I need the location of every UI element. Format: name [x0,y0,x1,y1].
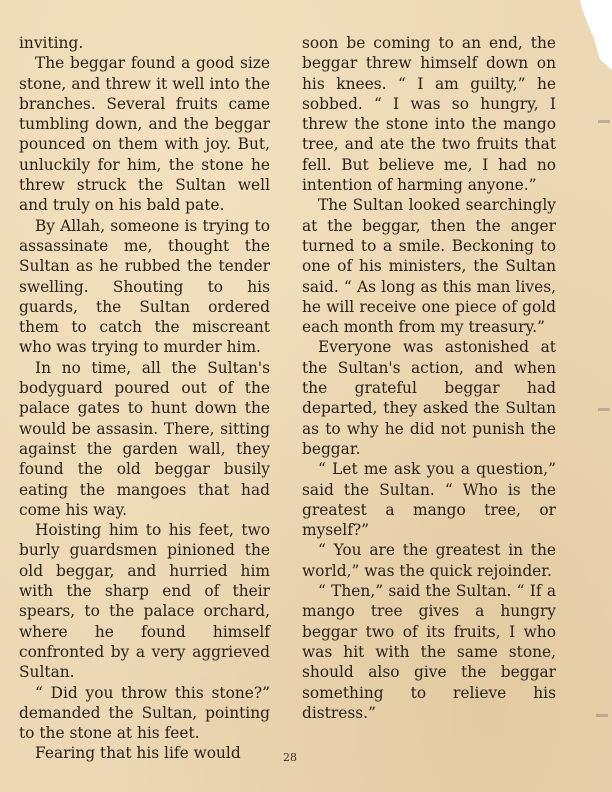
edge-mark [596,714,608,717]
paragraph: Everyone was astonished at the Sultan's action, and when the grateful beggar had departed, they asked the Sultan as to why he did not punish the beggar. [302,338,556,458]
paragraph: By Allah, someone is trying to assassinate me, thought the Sultan as he rubbed the tender swelling. Shouting to his guards, the Sultan ordered them to catch the miscreant who was trying to murder him. [19,216,270,357]
paragraph: “ You are the greatest in the world,” was the quick rejoinder. [302,541,556,580]
paragraph: The beggar found a good size stone, and threw it well into the branches. Several fruits came tumbling down, and the beggar pounced on them with joy. But, unluckily for him, the stone he threw struck the Sultan well and truly on his bald pate. [19,54,270,215]
left-column [19,33,270,764]
paragraph: The Sultan looked searchingly at the beggar, then the anger turned to a smile. Beckoning to one of his ministers, the Sultan said. “ As long as this man lives, he will receive one piece of gold each month from my treasury.” [302,196,556,337]
torn-corner [572,0,612,70]
paragraph: soon be coming to an end, the beggar threw himself down on his knees. “ I am guilty,” he sobbed. “ I was so hungry, I threw the stone into the mango tree, and ate the two fruits that fell. But believe me, I had no intention of harming anyone.” [302,34,556,195]
paragraph: inviting. [19,34,84,52]
paragraph: In no time, all the Sultan's bodyguard poured out of the palace gates to hunt down the would be assasin. There, sitting against the garden wall, they found the old beggar busily eating the mangoes that had come his way. [19,358,270,519]
paragraph: Hoisting him to his feet, two burly guardsmen pinioned the old beggar, and hurried him with the sharp end of their spears, to the palace orchard, where he found himself confronted by a very aggrieved Sultan. [19,521,270,682]
paragraph: “ Let me ask you a question,” said the Sultan. “ Who is the greatest a mango tree, or myself?” [302,460,556,540]
paragraph: “ Did you throw this stone?” demanded the Sultan, pointing to the stone at his feet. [19,683,270,743]
paragraph: “ Then,” said the Sultan. “ If a mango tree gives a hungry beggar two of its fruits, I who was hit with the same stone, should also give the beggar something to relieve his distress.” [302,582,556,722]
edge-mark [598,408,610,411]
right-column [302,33,556,723]
page-number: 28 [283,751,297,764]
edge-mark [598,120,610,123]
paragraph: Fearing that his life would [35,744,241,763]
